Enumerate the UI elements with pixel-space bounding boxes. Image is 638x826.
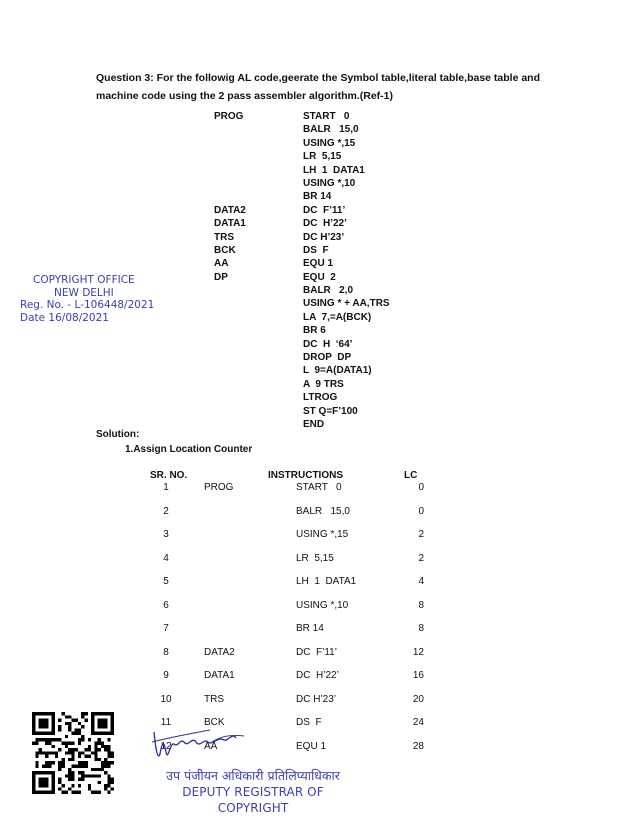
code-label	[214, 351, 246, 364]
row-instruction: LH 1 DATA1	[296, 576, 357, 587]
row-label: DATA2	[204, 646, 235, 658]
code-label	[214, 137, 246, 150]
code-instruction: ST Q=F’100	[303, 405, 358, 417]
registrar-hindi-text: उप पंजीयन अधिकारी प्रतिलिप्याधिकार	[166, 768, 340, 783]
code-instruction: LTROG	[303, 392, 338, 404]
table-row	[0, 647, 638, 671]
code-instruction: LA 7,=A(BCK)	[303, 311, 372, 323]
row-instruction: DS F	[296, 717, 322, 728]
table-row	[0, 623, 638, 647]
row-label: DATA1	[204, 670, 235, 681]
code-instruction: EQU 2	[303, 271, 336, 283]
question-text: Question 3: For the followig AL code,geerate the Symbol table,literal table,base table and machine code using the 2 pass assembler algorithm.(Ref-1)	[96, 72, 541, 102]
table-row	[0, 553, 638, 577]
row-instruction: DC H’23’	[296, 693, 337, 705]
table-row	[0, 600, 638, 624]
code-label	[214, 405, 246, 418]
code-instruction: DROP DP	[303, 352, 352, 364]
row-label: PROG	[204, 482, 234, 493]
row-sr-no: 4	[163, 552, 169, 564]
code-label	[214, 297, 246, 310]
code-label-column	[214, 110, 246, 431]
row-sr-no: 3	[163, 529, 169, 540]
code-label	[214, 418, 246, 431]
registrar-english-text: DEPUTY REGISTRAR OF COPYRIGHT	[182, 785, 324, 815]
row-sr-no: 7	[163, 623, 169, 634]
row-lc: 2	[418, 529, 424, 540]
code-label: DATA1	[214, 218, 246, 230]
row-sr-no: 12	[160, 740, 172, 752]
row-lc: 0	[418, 482, 424, 493]
row-sr-no: 5	[163, 576, 169, 587]
stamp-line-office: COPYRIGHT OFFICE	[33, 274, 135, 286]
row-instruction: DC F’11’	[296, 646, 337, 658]
code-label: PROG	[214, 111, 244, 122]
row-lc: 8	[418, 599, 424, 611]
code-instruction: END	[303, 418, 325, 430]
code-label	[214, 150, 246, 163]
code-instruction-column	[303, 110, 390, 431]
header-sr-no: SR. NO.	[150, 470, 188, 481]
code-instruction: START 0	[303, 111, 350, 122]
row-sr-no: 10	[160, 693, 172, 705]
code-label	[214, 324, 246, 337]
code-label	[214, 311, 246, 324]
code-label	[214, 338, 246, 351]
code-label: TRS	[214, 231, 234, 243]
row-sr-no: 6	[163, 599, 169, 611]
row-label: AA	[204, 740, 218, 752]
code-instruction: BR 6	[303, 325, 326, 337]
code-label	[214, 284, 246, 297]
code-instruction: BR 14	[303, 191, 332, 203]
code-instruction: DC F’11’	[303, 204, 346, 216]
row-instruction: USING *,15	[296, 529, 349, 540]
code-instruction: LR 5,15	[303, 151, 342, 163]
row-sr-no: 2	[163, 505, 169, 517]
code-label: BCK	[214, 244, 236, 256]
code-label	[214, 391, 246, 404]
code-instruction: DC H’23’	[303, 231, 345, 243]
step-heading: 1.Assign Location Counter	[125, 444, 253, 455]
code-instruction: USING * + AA,TRS	[303, 298, 390, 310]
code-label	[214, 123, 246, 136]
header-instructions: INSTRUCTIONS	[268, 470, 343, 481]
row-instruction: EQU 1	[296, 740, 327, 752]
code-instruction: USING *,15	[303, 137, 356, 149]
code-label	[214, 364, 246, 377]
qr-code-icon	[32, 712, 114, 794]
code-label	[214, 378, 246, 391]
row-sr-no: 11	[160, 717, 172, 728]
code-instruction: DS F	[303, 244, 329, 256]
stamp-line-city: NEW DELHI	[54, 286, 114, 299]
table-row	[0, 529, 638, 553]
code-instruction: BALR 15,0	[303, 124, 359, 136]
row-sr-no: 8	[163, 646, 169, 658]
row-lc: 20	[412, 693, 424, 705]
table-row	[0, 576, 638, 600]
signature-icon	[148, 712, 258, 767]
copyright-office-stamp	[20, 274, 160, 326]
row-instruction: LR 5,15	[296, 552, 334, 564]
row-instruction: BALR 15,0	[296, 505, 350, 517]
stamp-line-reg-no: Reg. No. - L-106448/2021	[20, 299, 155, 311]
row-instruction: START 0	[296, 482, 342, 493]
row-sr-no: 9	[163, 670, 169, 681]
row-lc: 16	[412, 670, 424, 681]
code-label: DP	[214, 271, 228, 283]
code-instruction: DC H ‘64’	[303, 338, 353, 350]
row-lc: 12	[412, 646, 424, 658]
row-label: TRS	[204, 693, 224, 705]
row-lc: 0	[418, 505, 424, 517]
code-label: AA	[214, 258, 229, 270]
code-instruction: DC H’22’	[303, 218, 347, 230]
row-lc: 28	[412, 740, 424, 752]
deputy-registrar-stamp	[148, 768, 358, 816]
row-lc: 8	[418, 623, 424, 634]
row-lc: 4	[418, 576, 424, 587]
row-label: BCK	[204, 717, 225, 728]
row-lc: 2	[418, 552, 424, 564]
code-label	[214, 190, 246, 203]
table-row	[0, 482, 638, 506]
row-instruction: BR 14	[296, 623, 324, 634]
row-lc: 24	[412, 717, 424, 728]
stamp-line-date: Date 16/08/2021	[20, 311, 109, 324]
header-lc: LC	[404, 470, 418, 481]
row-instruction: USING *,10	[296, 599, 349, 611]
code-instruction: USING *,10	[303, 177, 356, 189]
table-row	[0, 670, 638, 694]
code-label	[214, 177, 246, 190]
row-sr-no: 1	[163, 482, 169, 493]
code-label	[214, 164, 246, 177]
row-instruction: DC H’22’	[296, 670, 339, 681]
solution-heading: Solution:	[96, 429, 140, 440]
code-instruction: LH 1 DATA1	[303, 164, 365, 176]
code-instruction: BALR 2,0	[303, 285, 354, 297]
table-row	[0, 506, 638, 530]
code-label: DATA2	[214, 204, 246, 216]
code-instruction: EQU 1	[303, 258, 334, 270]
code-instruction: L 9=A(DATA1)	[303, 365, 372, 377]
code-instruction: A 9 TRS	[303, 378, 344, 390]
